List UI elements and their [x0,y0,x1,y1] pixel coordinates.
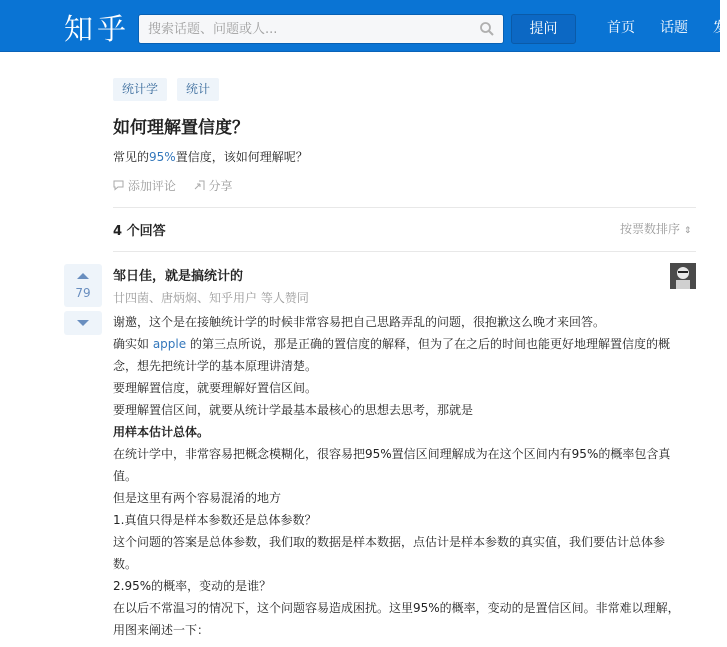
comment-icon [113,180,124,191]
answer-text: 确实如 [113,337,153,351]
search-icon[interactable] [479,21,495,37]
down-arrow-icon [77,320,89,326]
answer-paragraph: 要理解置信度，就要理解好置信区间。 [113,381,318,395]
answer-paragraph-bold: 用样本估计总体。 [113,425,210,439]
sort-toggle[interactable] [620,220,691,237]
vote-down-button[interactable] [64,311,102,335]
question-title: 如何理解置信度？ [113,118,249,138]
desc-text: 常见的 [113,150,150,164]
question-actions [113,177,247,194]
avatar[interactable] [670,263,696,289]
ask-question-button[interactable]: 提问 [511,14,576,44]
mention-link[interactable]: apple [152,337,187,351]
answer-paragraph: 在统计学中，非常容易把概念模糊化，很容易把95%置信区间理解成为在这个区间内有95%的概率包含真值。 [113,447,671,483]
question-description [113,148,308,165]
sort-arrows-icon: ⇕ [683,226,692,236]
divider [113,251,696,252]
add-comment-button[interactable] [113,179,180,193]
answer-count: 4 个回答 [113,224,166,239]
zhihu-logo[interactable]: 知乎 [64,12,131,46]
topic-tag-stats[interactable]: 统计 [177,78,219,101]
share-button[interactable] [194,179,233,193]
nav-home[interactable]: 首页 [607,20,635,36]
answer-paragraph [113,333,688,377]
answer-paragraph: 要理解置信区间，就要从统计学最基本最核心的思想去思考，那就是 [113,403,474,417]
answer-paragraph: 1.真值只得是样本参数还是总体参数？ [113,513,317,527]
up-arrow-icon [77,273,89,279]
answer-content [113,311,688,641]
answer-text: 的第三点所说，那是正确的置信度的解释，但为了在之后的时间也能更好地理解置信度的概念，想先把统计学的基本原理讲清楚。 [113,337,670,373]
answer-paragraph: 2.95%的概率，变动的是谁？ [113,579,272,593]
answer-paragraph: 这个问题的答案是总体参数，我们取的数据是样本数据，点估计是样本参数的真实值，我们要估计总体参数。 [113,535,666,571]
voters-list[interactable]: 廿四菌、唐炳焖、知乎用户 等人赞同 [113,291,309,305]
sort-label: 按票数排序 [620,222,681,236]
nav-discover[interactable]: 发 [713,20,727,36]
answer-paragraph: 在以后不常温习的情况下，这个问题容易造成困扰。这里95%的概率，变动的是置信区间。非常难以理解，用图来阐述一下： [113,601,680,637]
desc-highlight: 95% [149,150,176,164]
top-navbar [0,0,727,52]
share-icon [194,180,205,191]
answer-author[interactable]: 邹日佳，就是搞统计的 [113,269,244,284]
search-box [138,14,504,44]
vote-count: 79 [75,286,91,300]
topic-tag-statistics[interactable]: 统计学 [113,78,167,101]
add-comment-label: 添加评论 [127,179,176,193]
vote-up-button[interactable] [64,264,102,307]
nav-topics[interactable]: 话题 [660,20,688,36]
divider [113,207,696,208]
answer-paragraph: 谢邀，这个是在接触统计学的时候非常容易把自己思路弄乱的问题，很抱歉这么晚才来回答。 [113,315,606,329]
share-label: 分享 [208,179,233,193]
search-input[interactable] [139,15,469,43]
answer-paragraph: 但是这里有两个容易混淆的地方 [113,491,282,505]
desc-text-suffix: 置信度，该如何理解呢？ [175,150,308,164]
avatar-image [670,263,696,289]
